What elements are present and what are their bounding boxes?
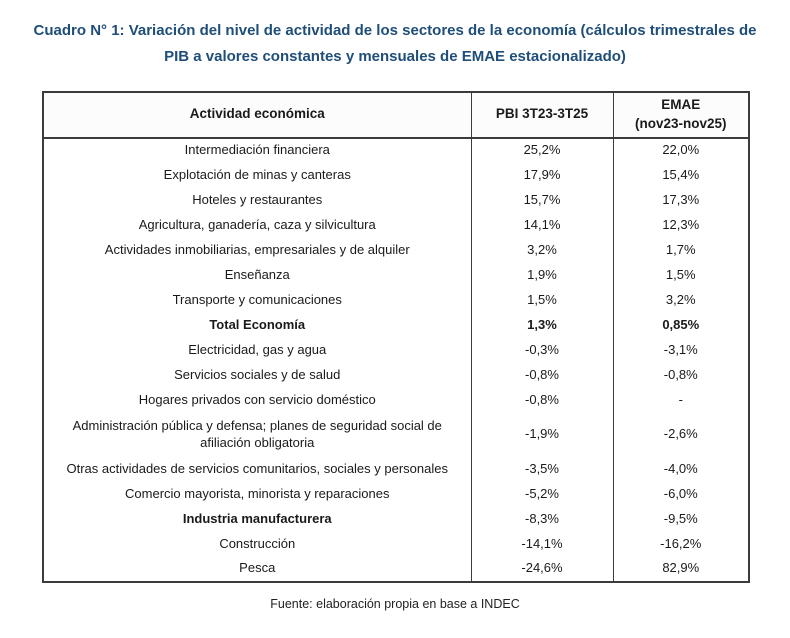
header-emae-label-line2: (nov23-nov25) xyxy=(634,115,727,131)
cell-emae: 12,3% xyxy=(613,213,749,238)
cell-pbi: -24,6% xyxy=(471,557,613,582)
cell-activity: Enseñanza xyxy=(43,263,471,288)
activity-table xyxy=(42,91,750,583)
header-emae-label-line1: EMAE xyxy=(661,97,701,113)
table-row xyxy=(43,388,749,413)
cell-emae: 82,9% xyxy=(613,557,749,582)
table-row xyxy=(43,313,749,338)
cell-pbi: -0,3% xyxy=(471,338,613,363)
table-row xyxy=(43,482,749,507)
cell-emae: 15,4% xyxy=(613,163,749,188)
cell-pbi: -0,8% xyxy=(471,388,613,413)
cell-activity: Explotación de minas y canteras xyxy=(43,163,471,188)
table-row xyxy=(43,238,749,263)
cell-activity: Total Economía xyxy=(43,313,471,338)
cell-activity: Construcción xyxy=(43,532,471,557)
cell-activity: Agricultura, ganadería, caza y silvicultura xyxy=(43,213,471,238)
cell-emae: 3,2% xyxy=(613,288,749,313)
cell-emae: 17,3% xyxy=(613,188,749,213)
cell-emae: -4,0% xyxy=(613,457,749,482)
cell-emae: 0,85% xyxy=(613,313,749,338)
cell-emae: -0,8% xyxy=(613,363,749,388)
cell-activity: Otras actividades de servicios comunitarios, sociales y personales xyxy=(43,457,471,482)
cell-activity: Servicios sociales y de salud xyxy=(43,363,471,388)
source-note: Fuente: elaboración propia en base a INDEC xyxy=(270,596,520,611)
header-emae xyxy=(613,92,749,138)
table-row xyxy=(43,363,749,388)
cell-activity: Pesca xyxy=(43,557,471,582)
table-row xyxy=(43,213,749,238)
header-row xyxy=(43,92,749,138)
table-row xyxy=(43,338,749,363)
cell-pbi: -14,1% xyxy=(471,532,613,557)
table-row xyxy=(43,288,749,313)
cell-emae: 1,5% xyxy=(613,263,749,288)
cell-pbi: 1,3% xyxy=(471,313,613,338)
table-row xyxy=(43,532,749,557)
table-title: Cuadro N° 1: Variación del nivel de actividad de los sectores de la economía (cálculos trimestrales de PIB a valores constantes y mensuales de EMAE estacionalizado) xyxy=(33,22,757,66)
cell-pbi: 1,5% xyxy=(471,288,613,313)
table-row xyxy=(43,557,749,582)
cell-pbi: -1,9% xyxy=(471,413,613,457)
cell-activity: Comercio mayorista, minorista y reparaciones xyxy=(43,482,471,507)
cell-pbi: 14,1% xyxy=(471,213,613,238)
table-row xyxy=(43,188,749,213)
report-page xyxy=(0,18,790,638)
cell-pbi: -8,3% xyxy=(471,507,613,532)
cell-emae: -3,1% xyxy=(613,338,749,363)
table-header xyxy=(43,92,749,138)
cell-activity: Hogares privados con servicio doméstico xyxy=(43,388,471,413)
table-row xyxy=(43,507,749,532)
cell-emae: -16,2% xyxy=(613,532,749,557)
header-activity-label: Actividad económica xyxy=(189,106,325,122)
table-body xyxy=(43,138,749,582)
table-row xyxy=(43,457,749,482)
cell-pbi: -3,5% xyxy=(471,457,613,482)
header-pbi xyxy=(471,92,613,138)
cell-activity: Administración pública y defensa; planes de seguridad social de afiliación obligatoria xyxy=(43,413,471,457)
header-pbi-label: PBI 3T23-3T25 xyxy=(495,106,589,122)
cell-activity: Actividades inmobiliarias, empresariales y de alquiler xyxy=(43,238,471,263)
cell-emae: 22,0% xyxy=(613,138,749,163)
cell-pbi: -0,8% xyxy=(471,363,613,388)
cell-pbi: 15,7% xyxy=(471,188,613,213)
cell-activity: Industria manufacturera xyxy=(43,507,471,532)
cell-emae: 1,7% xyxy=(613,238,749,263)
cell-pbi: 25,2% xyxy=(471,138,613,163)
cell-activity: Electricidad, gas y agua xyxy=(43,338,471,363)
table-row xyxy=(43,413,749,457)
cell-pbi: 1,9% xyxy=(471,263,613,288)
table-row xyxy=(43,138,749,163)
cell-pbi: -5,2% xyxy=(471,482,613,507)
cell-activity: Intermediación financiera xyxy=(43,138,471,163)
table-row xyxy=(43,163,749,188)
cell-activity: Transporte y comunicaciones xyxy=(43,288,471,313)
cell-pbi: 3,2% xyxy=(471,238,613,263)
cell-activity: Hoteles y restaurantes xyxy=(43,188,471,213)
cell-emae: -9,5% xyxy=(613,507,749,532)
cell-emae: -6,0% xyxy=(613,482,749,507)
header-activity xyxy=(43,92,471,138)
cell-emae: -2,6% xyxy=(613,413,749,457)
cell-pbi: 17,9% xyxy=(471,163,613,188)
table-row xyxy=(43,263,749,288)
cell-emae: - xyxy=(613,388,749,413)
